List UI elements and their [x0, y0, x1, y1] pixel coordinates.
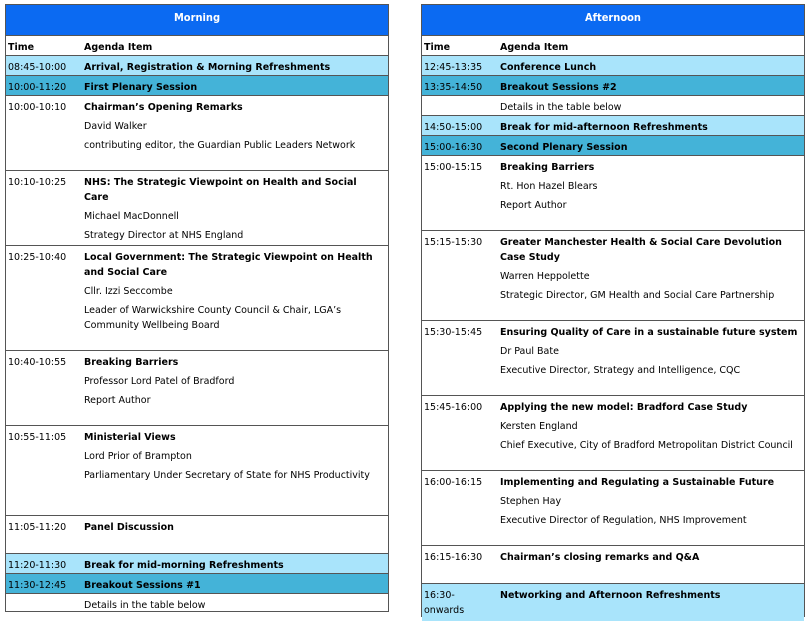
row-time: 15:00-15:15	[424, 162, 483, 173]
speaker-name: Rt. Hon Hazel Blears	[500, 181, 598, 192]
row-time: 16:15-16:30	[424, 552, 483, 563]
agenda-row	[6, 574, 388, 594]
session-title: Local Government: The Strategic Viewpoint on Health and Social Care	[84, 252, 373, 278]
row-agenda-item	[500, 475, 800, 532]
agenda-row	[422, 231, 804, 321]
speaker-role: Strategic Director, GM Health and Social Care Partnership	[500, 290, 775, 301]
agenda-row	[6, 351, 388, 426]
session-title: Arrival, Registration & Morning Refreshments	[84, 62, 331, 73]
row-time: 15:00-16:30	[424, 142, 483, 153]
row-time: 10:40-10:55	[8, 357, 67, 368]
session-title: NHS: The Strategic Viewpoint on Health and Social Care	[84, 177, 357, 203]
session-title: Breakout Sessions #1	[84, 580, 201, 591]
session-title: Conference Lunch	[500, 62, 597, 73]
row-time: 16:00-16:15	[424, 477, 483, 488]
row-agenda-item	[500, 400, 800, 457]
agenda-row	[6, 426, 388, 516]
morning-rows	[6, 36, 388, 614]
row-time: 10:25-10:40	[8, 252, 67, 263]
speaker-role: Chief Executive, City of Bradford Metropolitan District Council	[500, 440, 793, 451]
speaker-role: contributing editor, the Guardian Public Leaders Network	[84, 140, 356, 151]
session-title: Break for mid-morning Refreshments	[84, 560, 284, 571]
row-agenda-item	[500, 550, 800, 569]
session-title: Break for mid-afternoon Refreshments	[500, 122, 708, 133]
row-agenda-item	[84, 175, 384, 247]
speaker-name: David Walker	[84, 121, 147, 132]
speaker-name: Details in the table below	[500, 102, 622, 113]
session-title: Applying the new model: Bradford Case Study	[500, 402, 748, 413]
row-time: 14:50-15:00	[424, 122, 483, 133]
speaker-role: Executive Director, Strategy and Intelligence, CQC	[500, 365, 741, 376]
agenda-row	[422, 471, 804, 546]
time-column-header: Time	[424, 42, 451, 53]
details-note-row	[6, 594, 388, 614]
session-title: Breaking Barriers	[84, 357, 179, 368]
row-agenda-item	[84, 520, 384, 539]
agenda-row	[422, 76, 804, 96]
agenda-row	[6, 76, 388, 96]
speaker-name: Warren Heppolette	[500, 271, 590, 282]
afternoon-agenda-table	[421, 4, 805, 617]
agenda-row	[422, 584, 804, 621]
speaker-name: Dr Paul Bate	[500, 346, 559, 357]
session-title: Greater Manchester Health & Social Care Devolution Case Study	[500, 237, 782, 263]
session-title: Networking and Afternoon Refreshments	[500, 590, 721, 601]
time-column-header: Time	[8, 42, 35, 53]
speaker-role: Report Author	[500, 200, 567, 211]
session-title: Second Plenary Session	[500, 142, 628, 153]
session-title: First Plenary Session	[84, 82, 198, 93]
agenda-row	[6, 516, 388, 554]
row-time: 12:45-13:35	[424, 62, 483, 73]
row-time: 10:55-11:05	[8, 432, 67, 443]
agenda-row	[422, 546, 804, 584]
session-title: Breaking Barriers	[500, 162, 595, 173]
agenda-row	[6, 246, 388, 351]
row-agenda-item	[500, 235, 800, 307]
agenda-item-column-header: Agenda Item	[84, 42, 153, 53]
agenda-row	[6, 56, 388, 76]
speaker-name: Kersten England	[500, 421, 578, 432]
session-title: Ensuring Quality of Care in a sustainable future system	[500, 327, 798, 338]
row-time: 11:30-12:45	[8, 580, 67, 591]
row-time: 16:30-onwards	[424, 590, 465, 616]
speaker-role: Strategy Director at NHS England	[84, 230, 244, 241]
speaker-name: Lord Prior of Brampton	[84, 451, 192, 462]
row-time: 15:30-15:45	[424, 327, 483, 338]
agenda-row	[422, 96, 804, 116]
agenda-row	[422, 396, 804, 471]
row-agenda-item	[84, 250, 384, 337]
column-header-row	[6, 36, 388, 56]
row-time: 13:35-14:50	[424, 82, 483, 93]
agenda-item-column-header: Agenda Item	[500, 42, 569, 53]
row-agenda-item	[84, 355, 384, 412]
row-time: 08:45-10:00	[8, 62, 67, 73]
row-time: 11:05-11:20	[8, 522, 67, 533]
row-time: 10:10-10:25	[8, 177, 67, 188]
row-agenda-item	[500, 160, 800, 217]
details-note: Details in the table below	[84, 600, 206, 611]
session-title: Chairman’s Opening Remarks	[84, 102, 243, 113]
row-time: 15:45-16:00	[424, 402, 483, 413]
speaker-role: Executive Director of Regulation, NHS Improvement	[500, 515, 747, 526]
speaker-name: Professor Lord Patel of Bradford	[84, 376, 235, 387]
session-title: Chairman’s closing remarks and Q&A	[500, 552, 700, 563]
agenda-row	[422, 321, 804, 396]
column-header-row	[422, 36, 804, 56]
afternoon-rows	[422, 36, 804, 621]
agenda-row	[422, 56, 804, 76]
session-title: Panel Discussion	[84, 522, 174, 533]
agenda-row	[422, 136, 804, 156]
row-agenda-item	[84, 430, 384, 487]
speaker-role: Parliamentary Under Secretary of State for NHS Productivity	[84, 470, 370, 481]
agenda-row	[422, 116, 804, 136]
agenda-row	[6, 554, 388, 574]
speaker-role: Report Author	[84, 395, 151, 406]
morning-agenda-table	[5, 4, 389, 612]
speaker-name: Stephen Hay	[500, 496, 562, 507]
morning-header: Morning	[6, 5, 388, 36]
session-title: Breakout Sessions #2	[500, 82, 617, 93]
afternoon-header: Afternoon	[422, 5, 804, 36]
row-time: 10:00-10:10	[8, 102, 67, 113]
agenda-row	[6, 96, 388, 171]
session-title: Implementing and Regulating a Sustainable Future	[500, 477, 775, 488]
row-time: 10:00-11:20	[8, 82, 67, 93]
row-time: 15:15-15:30	[424, 237, 483, 248]
agenda-row	[422, 156, 804, 231]
speaker-role: Leader of Warwickshire County Council & Chair, LGA’s Community Wellbeing Board	[84, 305, 342, 331]
session-title: Ministerial Views	[84, 432, 176, 443]
row-time: 11:20-11:30	[8, 560, 67, 571]
agenda-row	[6, 171, 388, 246]
row-agenda-item	[500, 588, 800, 607]
row-agenda-item	[500, 325, 800, 382]
speaker-name: Michael MacDonnell	[84, 211, 179, 222]
speaker-name: Cllr. Izzi Seccombe	[84, 286, 173, 297]
row-agenda-item	[84, 100, 384, 157]
